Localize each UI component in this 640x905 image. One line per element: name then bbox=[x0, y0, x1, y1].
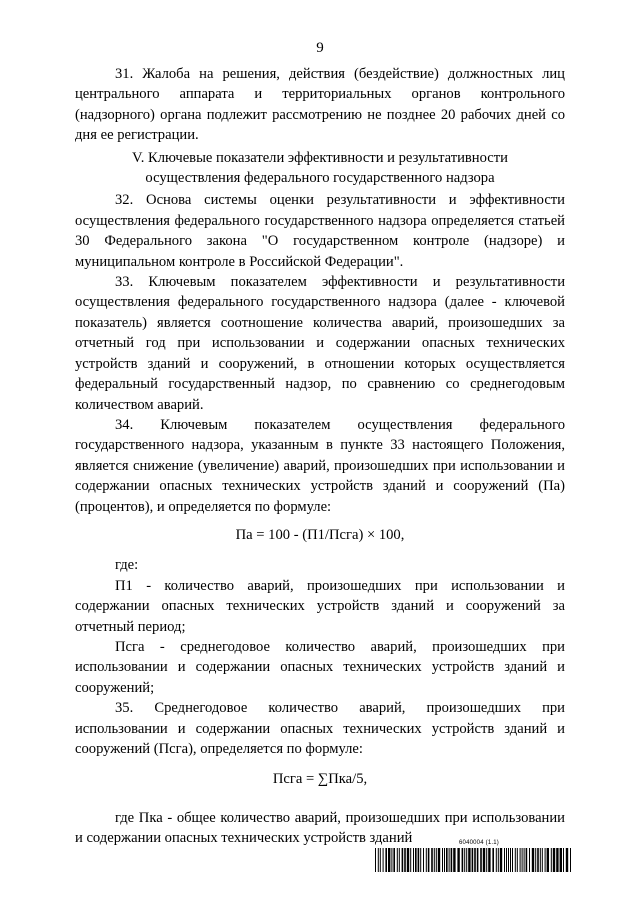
barcode-bar bbox=[480, 848, 482, 872]
barcode-bar bbox=[388, 848, 390, 872]
barcode-bar bbox=[566, 848, 568, 872]
barcode-bar bbox=[520, 848, 521, 872]
section-heading-line-2: осуществления федерального государственного надзора bbox=[145, 170, 495, 187]
barcode-bar bbox=[547, 848, 549, 872]
paragraph-32: 32. Основа системы оценки результативности и эффективности осуществления федерального государственного надзора определяется статьей 30 Федерального закона "О государственном контроле (надзоре) и муниципальном контроле в Российской Федерации". bbox=[75, 192, 565, 270]
barcode-bar bbox=[444, 848, 445, 872]
barcode-bar bbox=[563, 848, 564, 872]
definition-pka: где Пка - общее количество аварий, произошедших при использовании и содержании опасных технических устройств зданий bbox=[75, 809, 565, 847]
barcode-bar bbox=[542, 848, 543, 872]
barcode-bar bbox=[383, 848, 384, 872]
barcode-bar bbox=[504, 848, 505, 872]
barcode-bar bbox=[540, 848, 541, 872]
barcode-bar bbox=[457, 848, 459, 872]
barcode-bar bbox=[560, 848, 562, 872]
barcode-bar bbox=[436, 848, 437, 872]
barcode-bar bbox=[496, 848, 497, 872]
barcode-bar bbox=[434, 848, 435, 872]
barcode-bar bbox=[545, 848, 546, 872]
paragraph-34: 34. Ключевым показателем осуществления федерального государственного надзора, указанным в пункте 33 настоящего Положения, является снижение (увеличение) аварий, произошедших при использовании и содержании опасных технических устройств зданий и сооружений (Па) (процентов), и определяется по формуле: bbox=[75, 416, 565, 515]
barcode-bar bbox=[529, 848, 530, 872]
definition-psga: Псга - среднегодовое количество аварий, произошедших при использовании и содержании опасных технических устройств зданий и сооружений; bbox=[75, 638, 565, 696]
barcode-bar bbox=[515, 848, 516, 872]
barcode-bar bbox=[517, 848, 518, 872]
barcode-bar bbox=[391, 848, 392, 872]
barcode-bar bbox=[404, 848, 406, 872]
barcode-bar bbox=[453, 848, 455, 872]
paragraph-33: 33. Ключевым показателем эффективности и результативности осуществления федерального государственного надзора (далее - ключевой показатель) является соотношение количества аварий, произошедших за отчетный год при использовании и содержании опасных технических устройств зданий и сооружений, в отношении которых осуществляется федеральный государственный надзор, по сравнению со среднегодовым количеством аварий. bbox=[75, 274, 565, 413]
barcode-bar bbox=[508, 848, 509, 872]
barcode-bar bbox=[500, 848, 502, 872]
barcode-bar bbox=[413, 848, 414, 872]
barcode-bar bbox=[474, 848, 476, 872]
paragraph-35: 35. Среднегодовое количество аварий, произошедших при использовании и содержании опасных технических устройств зданий и сооружений (Псга), определяется по формуле: bbox=[75, 700, 565, 757]
barcode-bar bbox=[410, 848, 411, 872]
definition-p1: П1 - количество аварий, произошедших при использовании и содержании опасных технических устройств зданий и сооружений за отчетный период; bbox=[75, 577, 565, 635]
barcode-bar bbox=[488, 848, 490, 872]
barcode-bar bbox=[526, 848, 528, 872]
barcode-bar bbox=[431, 848, 433, 872]
barcode-bar bbox=[551, 848, 552, 872]
barcode-bar bbox=[428, 848, 430, 872]
barcode-bar bbox=[442, 848, 443, 872]
barcode-bar bbox=[423, 848, 424, 872]
barcode-bar bbox=[553, 848, 555, 872]
barcode-bar bbox=[438, 848, 440, 872]
barcode-bar bbox=[402, 848, 404, 872]
barcode-bar bbox=[426, 848, 427, 872]
barcode-bar bbox=[492, 848, 494, 872]
barcode-bar bbox=[506, 848, 507, 872]
barcode-bar bbox=[522, 848, 523, 872]
barcode-bar bbox=[449, 848, 450, 872]
barcode-bar bbox=[532, 848, 534, 872]
barcode-bar bbox=[420, 848, 421, 872]
barcode-bar bbox=[472, 848, 474, 872]
barcode-bar bbox=[468, 848, 470, 872]
barcode-bar bbox=[486, 848, 487, 872]
formula-pa: Па = 100 - (П1/Псга) × 100, bbox=[235, 526, 405, 543]
barcode-image bbox=[375, 848, 571, 872]
barcode-bar bbox=[378, 848, 379, 872]
document-code: 6040004 (1.1) bbox=[459, 840, 499, 846]
barcode-bar bbox=[512, 848, 513, 872]
barcode-bar bbox=[483, 848, 485, 872]
where-label: где: bbox=[115, 557, 139, 574]
barcode-bar bbox=[537, 848, 539, 872]
barcode-bar bbox=[477, 848, 479, 872]
section-heading-line-1: V. Ключевые показатели эффективности и результативности bbox=[132, 149, 508, 166]
barcode-bar bbox=[535, 848, 536, 872]
barcode-bar bbox=[399, 848, 400, 872]
barcode-bar bbox=[510, 848, 511, 872]
page-number: 9 bbox=[316, 40, 324, 56]
barcode-bar bbox=[393, 848, 395, 872]
barcode-bar bbox=[498, 848, 499, 872]
barcode-bar bbox=[397, 848, 398, 872]
barcode-bar bbox=[380, 848, 381, 872]
barcode-bar bbox=[451, 848, 453, 872]
barcode-bar bbox=[375, 848, 376, 872]
barcode-bar bbox=[418, 848, 420, 872]
barcode-bar bbox=[466, 848, 467, 872]
paragraph-31: 31. Жалоба на решения, действия (бездействие) должностных лиц центрального аппарата и территориальных органов контрольного (надзорного) органа подлежит рассмотрению не позднее 20 рабочих дней со дня ее регистрации. bbox=[75, 66, 565, 144]
barcode-bar bbox=[385, 848, 387, 872]
barcode-bar bbox=[556, 848, 558, 872]
barcode-bar bbox=[570, 848, 571, 872]
barcode-bar bbox=[407, 848, 409, 872]
formula-psga: Псга = ∑Пка/5, bbox=[272, 771, 368, 788]
barcode-bar bbox=[462, 848, 464, 872]
barcode-bar bbox=[524, 848, 525, 872]
barcode-bar bbox=[415, 848, 417, 872]
barcode-bar bbox=[446, 848, 448, 872]
barcode-bar bbox=[464, 848, 465, 872]
document-body bbox=[75, 64, 565, 849]
section-heading bbox=[75, 148, 565, 189]
